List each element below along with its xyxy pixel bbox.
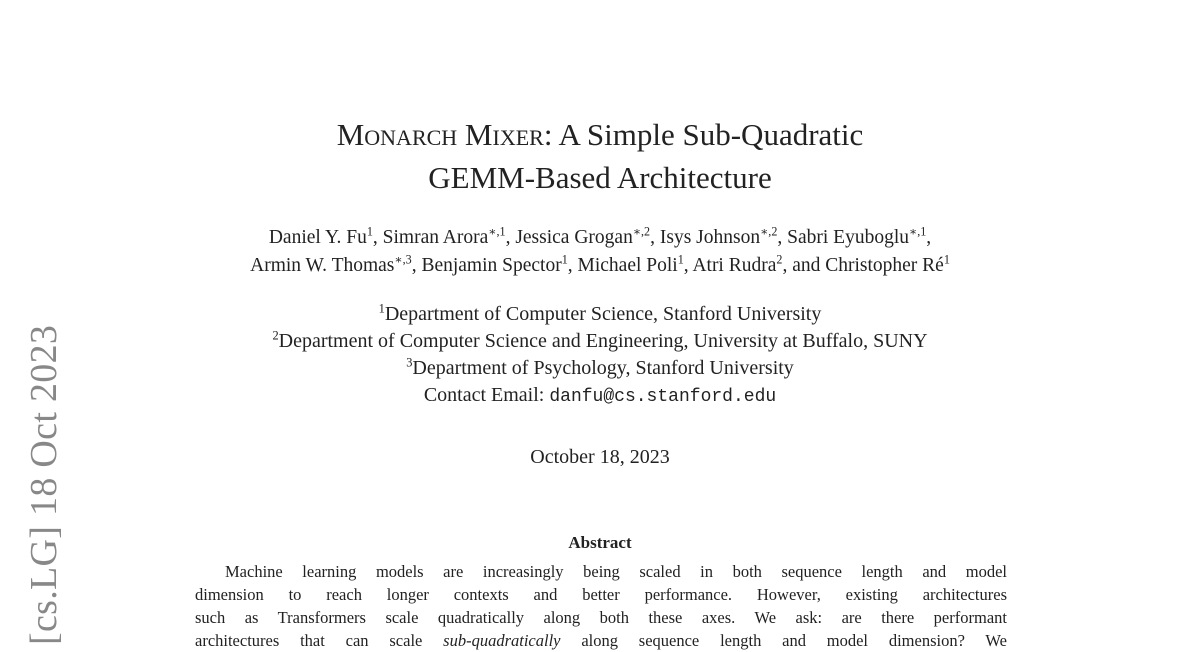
author-affiliation-mark: ∗,2 <box>760 224 778 239</box>
title-line-1-rest: : A Simple Sub-Quadratic <box>543 117 864 152</box>
author-separator: , <box>926 227 932 248</box>
author-line-2 <box>0 252 1200 280</box>
author-name: Isys Johnson <box>659 227 761 248</box>
author-name: Armin W. Thomas <box>250 255 395 276</box>
author-affiliation-mark: 1 <box>366 224 373 239</box>
abstract-line <box>195 629 1007 652</box>
affiliation-3 <box>0 355 1200 382</box>
arxiv-side-stamp: [cs.LG] 18 Oct 2023 <box>23 324 65 645</box>
abstract-line: dimension to reach longer contexts and better performance. However, existing architectures <box>195 585 1007 604</box>
author-separator: , <box>411 255 422 276</box>
author-separator: , and <box>782 255 826 276</box>
affiliation-list <box>0 301 1200 411</box>
abstract-body <box>195 560 1007 652</box>
affiliation-text: Department of Psychology, Stanford University <box>412 357 794 379</box>
author-name: Simran Arora <box>382 227 489 248</box>
affiliation-1 <box>0 301 1200 328</box>
author-separator: , <box>777 227 788 248</box>
author-separator: , <box>505 227 516 248</box>
abstract-line-start: architectures that can scale <box>195 631 444 650</box>
abstract-italic-term: sub-quadratically <box>443 631 561 650</box>
author-affiliation-mark: ∗,1 <box>488 224 506 239</box>
author-separator: , <box>567 255 578 276</box>
affiliation-mark: 1 <box>378 301 385 316</box>
affiliation-mark: 2 <box>272 328 279 343</box>
contact-line <box>0 382 1200 411</box>
affiliation-2 <box>0 328 1200 355</box>
author-name: Daniel Y. Fu <box>268 227 367 248</box>
author-name: Christopher Ré <box>825 255 944 276</box>
author-affiliation-mark: ∗,2 <box>632 224 651 239</box>
contact-label: Contact Email: <box>423 384 550 406</box>
abstract-line-rest: along sequence length and model dimension? We <box>560 631 1007 650</box>
paper-date: October 18, 2023 <box>530 446 670 468</box>
author-affiliation-mark: 1 <box>943 252 950 267</box>
author-list <box>0 224 1200 280</box>
paper-title <box>0 113 1200 199</box>
abstract-line: such as Transformers scale quadratically along both these axes. We ask: are there performant <box>195 608 1007 627</box>
author-affiliation-mark: 1 <box>677 252 684 267</box>
contact-email: danfu@cs.stanford.edu <box>549 387 777 407</box>
author-name: Michael Poli <box>577 255 678 276</box>
title-small-caps: Monarch Mixer <box>336 117 544 152</box>
author-name: Benjamin Spector <box>421 255 562 276</box>
affiliation-text: Department of Computer Science and Engineering, University at Buffalo, SUNY <box>278 330 928 352</box>
author-affiliation-mark: ∗,3 <box>394 252 412 267</box>
affiliation-mark: 3 <box>406 355 413 370</box>
author-line-1 <box>0 224 1200 252</box>
author-name: Jessica Grogan <box>515 227 633 248</box>
title-line-2: GEMM-Based Architecture <box>428 160 772 195</box>
affiliation-text: Department of Computer Science, Stanford University <box>384 303 822 325</box>
author-affiliation-mark: 2 <box>776 252 783 267</box>
author-name: Atri Rudra <box>692 255 777 276</box>
author-separator: , <box>683 255 693 276</box>
abstract-heading: Abstract <box>568 533 632 552</box>
author-affiliation-mark: 1 <box>561 252 568 267</box>
author-separator: , <box>650 227 660 248</box>
abstract-line: Machine learning models are increasingly being scaled in both sequence length and model <box>225 562 1007 581</box>
title-line-1 <box>0 113 1200 156</box>
author-separator: , <box>372 227 383 248</box>
author-affiliation-mark: ∗,1 <box>909 224 927 239</box>
author-name: Sabri Eyuboglu <box>787 227 909 248</box>
